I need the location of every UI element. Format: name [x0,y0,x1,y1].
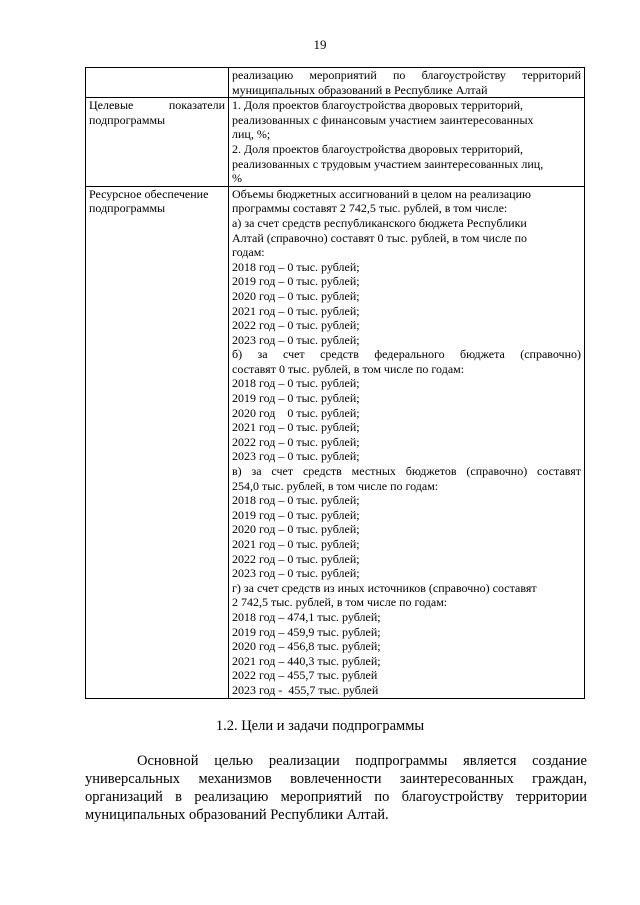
targets-line: лиц, %; [232,127,271,142]
page-number: 19 [313,37,327,52]
targets-line: реализованных с трудовым участием заинтересованных лиц, [232,156,544,171]
targets-line: реализованных с финансовым участием заинтересованных [232,112,534,127]
resources-label-cell [86,186,229,698]
resources-line: 254,0 тыс. рублей, в том числе по годам: [232,478,439,493]
targets-label-line: Целевые показатели [89,98,225,113]
resources-line: 2021 год – 0 тыс. рублей; [232,420,360,435]
resources-line: г) за счет средств из иных источников (справочно) составят [232,580,537,595]
section-heading: 1.2. Цели и задачи подпрограммы [215,718,425,734]
resources-line: 2023 год – 0 тыс. рублей; [232,566,360,581]
targets-value-cell [229,98,585,187]
paragraph-line: муниципальных образований Республики Алтай. [85,807,389,823]
resources-line: 2020 год – 0 тыс. рублей; [232,288,360,303]
table-row-continuation [86,68,585,98]
resources-line: 2019 год – 0 тыс. рублей; [232,274,360,289]
resources-line: б) за счет средств федерального бюджета (справочно) [232,347,581,362]
paragraph-line: Основной целью реализации подпрограммы является создание [137,753,587,769]
resources-label-line: Ресурсное обеспечение [89,186,209,201]
resources-line: 2021 год – 0 тыс. рублей; [232,537,360,551]
resources-line: 2020 год – 0 тыс. рублей; [232,522,360,537]
continuation-line: реализацию мероприятий по благоустройству территорий [232,68,581,82]
resources-line: годам: [232,245,265,260]
targets-line: 1. Доля проектов благоустройства дворовых территорий, [232,98,524,113]
resources-line: 2022 год – 0 тыс. рублей; [232,434,360,449]
resources-line: Алтай (справочно) составят 0 тыс. рублей, в том числе по [232,230,528,245]
resources-label-line: подпрограммы [89,201,166,216]
resources-line: в) за счет средств местных бюджетов (справочно) составят [232,464,581,479]
table-row-targets [86,98,585,187]
resources-line: 2018 год – 474,1 тыс. рублей; [232,609,381,624]
resources-line: 2018 год – 0 тыс. рублей; [232,493,360,508]
resources-line: 2022 год – 455,7 тыс. рублей [232,668,378,683]
resources-line: составят 0 тыс. рублей, в том числе по годам: [232,361,465,376]
resources-line: 2019 год – 0 тыс. рублей; [232,507,360,522]
resources-line: 2018 год – 0 тыс. рублей; [232,259,360,274]
resources-line: 2022 год – 0 тыс. рублей; [232,318,360,333]
targets-label-line: подпрограммы [89,112,166,127]
resources-line: 2021 год – 440,3 тыс. рублей; [232,653,381,668]
targets-line: 2. Доля проектов благоустройства дворовых территорий, [232,141,524,156]
resources-line: 2022 год – 0 тыс. рублей; [232,551,360,566]
resources-line: а) за счет средств республиканского бюджета Республики [232,215,527,230]
resources-line: 2023 год - 455,7 тыс. рублей [232,682,379,697]
resources-line: 2019 год – 459,9 тыс. рублей; [232,624,381,639]
resources-line: 2021 год – 0 тыс. рублей; [232,303,360,318]
resources-line: 2023 год – 0 тыс. рублей; [232,449,360,464]
resources-line: 2019 год – 0 тыс. рублей; [232,391,360,406]
table-cell-empty [86,68,229,98]
body-paragraph [85,752,587,824]
continuation-cell [229,68,585,98]
resources-line: программы составят 2 742,5 тыс. рублей, в том числе: [232,201,508,216]
targets-label-cell [86,98,229,187]
resources-line: 2020 год – 456,8 тыс. рублей; [232,639,381,654]
resources-line: 2020 год 0 тыс. рублей; [232,405,360,420]
continuation-line: муниципальных образований в Республике Алтай [232,82,488,97]
paragraph-line: организаций в реализацию мероприятий по благоустройству территории [85,789,587,805]
paragraph-line: универсальных механизмов вовлеченности заинтересованных граждан, [85,771,587,787]
targets-line: % [232,171,242,186]
resources-value-cell [229,186,585,698]
resources-line: 2 742,5 тыс. рублей, в том числе по годам: [232,595,448,610]
resources-line: 2018 год – 0 тыс. рублей; [232,376,360,391]
table-row-resources [86,186,585,698]
resources-line: 2023 год – 0 тыс. рублей; [232,332,360,347]
resources-line: Объемы бюджетных ассигнований в целом на реализацию [232,186,531,201]
passport-table [85,67,585,699]
